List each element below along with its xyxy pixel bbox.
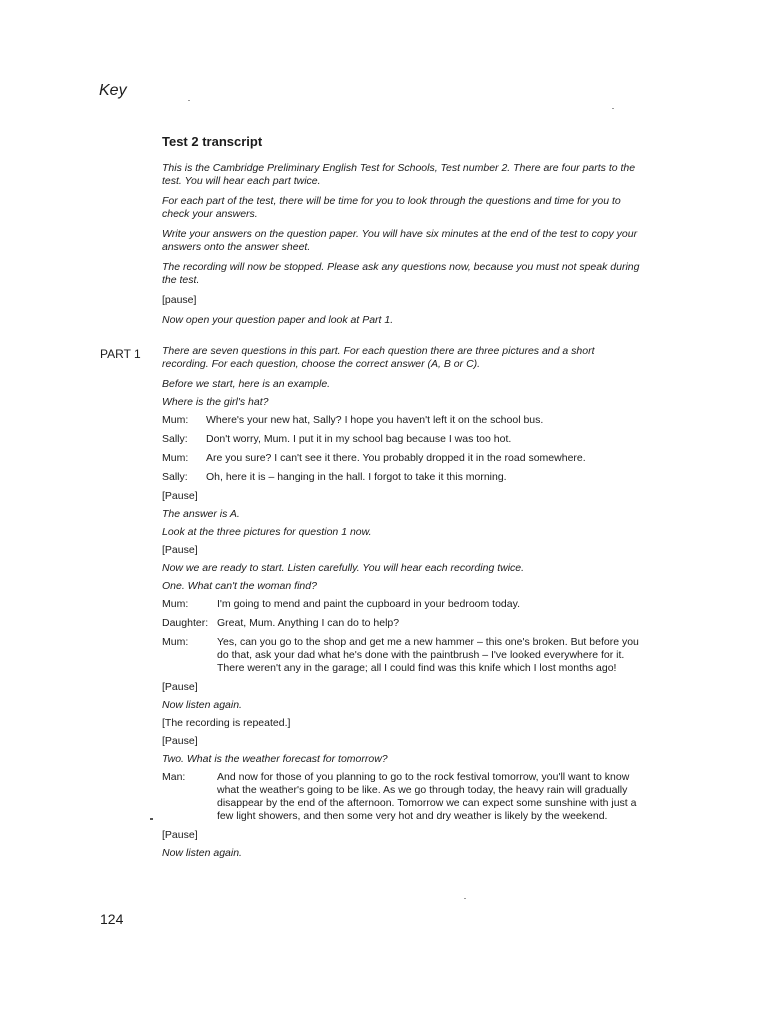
dialogue-text: Yes, can you go to the shop and get me a new hammer – this one's broken. But before you do that, ask your dad what he's done with the paintbrush – I've looked everywhere for it. There weren't any in the garage; all I could find was this knife which I lost months ago! xyxy=(217,636,639,674)
speaker-label: Sally: xyxy=(162,433,188,445)
answer-text: The answer is A. xyxy=(162,508,240,520)
page-title: Test 2 transcript xyxy=(162,134,263,149)
speaker-label: Man: xyxy=(162,771,186,783)
page-number: 124 xyxy=(100,911,124,927)
part-1-block xyxy=(162,345,642,865)
scan-speck xyxy=(188,100,190,101)
intro-paragraph: Write your answers on the question paper. You will have six minutes at the end of the test to copy your answers onto the answer sheet. xyxy=(162,228,638,253)
scan-speck xyxy=(150,818,153,820)
dialogue-line xyxy=(162,471,642,484)
instruction-text: Now we are ready to start. Listen carefully. You will hear each recording twice. xyxy=(162,562,525,574)
dialogue-text: Oh, here it is – hanging in the hall. I forgot to take it this morning. xyxy=(206,471,507,483)
question-text: Two. What is the weather forecast for tomorrow? xyxy=(162,753,388,765)
speaker-label: Sally: xyxy=(162,471,188,483)
instruction-text: There are seven questions in this part. For each question there are three pictures and a short recording. For each question, choose the correct answer (A, B or C). xyxy=(162,345,595,370)
dialogue-line xyxy=(162,771,642,823)
instruction-text: Look at the three pictures for question 1 now. xyxy=(162,526,372,538)
dialogue-line xyxy=(162,452,642,465)
instruction-text: Now listen again. xyxy=(162,699,242,711)
speaker-label: Mum: xyxy=(162,636,189,648)
stage-direction: [Pause] xyxy=(162,681,198,693)
intro-paragraph: Now open your question paper and look at Part 1. xyxy=(162,314,394,326)
intro-paragraph: For each part of the test, there will be time for you to look through the questions and time for you to check your answers. xyxy=(162,195,621,220)
dialogue-line xyxy=(162,598,642,611)
stage-direction: [Pause] xyxy=(162,735,198,747)
speaker-label: Mum: xyxy=(162,598,189,610)
dialogue-text: Are you sure? I can't see it there. You probably dropped it in the road somewhere. xyxy=(206,452,586,464)
dialogue-line xyxy=(162,617,642,630)
instruction-text: Now listen again. xyxy=(162,847,242,859)
speaker-label: Mum: xyxy=(162,414,189,426)
stage-direction: [pause] xyxy=(162,294,197,306)
stage-direction: [Pause] xyxy=(162,829,198,841)
stage-direction: [Pause] xyxy=(162,490,198,502)
speaker-label: Mum: xyxy=(162,452,189,464)
dialogue-line xyxy=(162,414,642,427)
dialogue-text: Where's your new hat, Sally? I hope you haven't left it on the school bus. xyxy=(206,414,544,426)
intro-paragraph: This is the Cambridge Preliminary English Test for Schools, Test number 2. There are four parts to the test. You will hear each part twice. xyxy=(162,162,636,187)
dialogue-line xyxy=(162,433,642,446)
stage-direction: [Pause] xyxy=(162,544,198,556)
stage-direction: [The recording is repeated.] xyxy=(162,717,291,729)
part-label: PART 1 xyxy=(100,347,141,361)
question-text: One. What can't the woman find? xyxy=(162,580,317,592)
section-key-label: Key xyxy=(99,82,127,99)
question-text: Where is the girl's hat? xyxy=(162,396,269,408)
dialogue-text: Don't worry, Mum. I put it in my school bag because I was too hot. xyxy=(206,433,512,445)
dialogue-text: I'm going to mend and paint the cupboard in your bedroom today. xyxy=(217,598,521,610)
dialogue-line xyxy=(162,636,642,675)
intro-block xyxy=(162,162,642,334)
scan-speck xyxy=(612,108,614,109)
dialogue-text: Great, Mum. Anything I can do to help? xyxy=(217,617,400,629)
intro-paragraph: The recording will now be stopped. Please ask any questions now, because you must not speak during the test. xyxy=(162,261,640,286)
scan-speck xyxy=(464,898,466,899)
speaker-label: Daughter: xyxy=(162,617,209,629)
instruction-text: Before we start, here is an example. xyxy=(162,378,331,390)
dialogue-text: And now for those of you planning to go to the rock festival tomorrow, you'll want to know what the weather's going to be like. As we go through today, the heavy rain will gradually disappear by the end of the afternoon. Tomorrow we can expect some sunshine with just a few light showers, and then some very hot and dry weather is likely by the weekend. xyxy=(217,771,637,822)
